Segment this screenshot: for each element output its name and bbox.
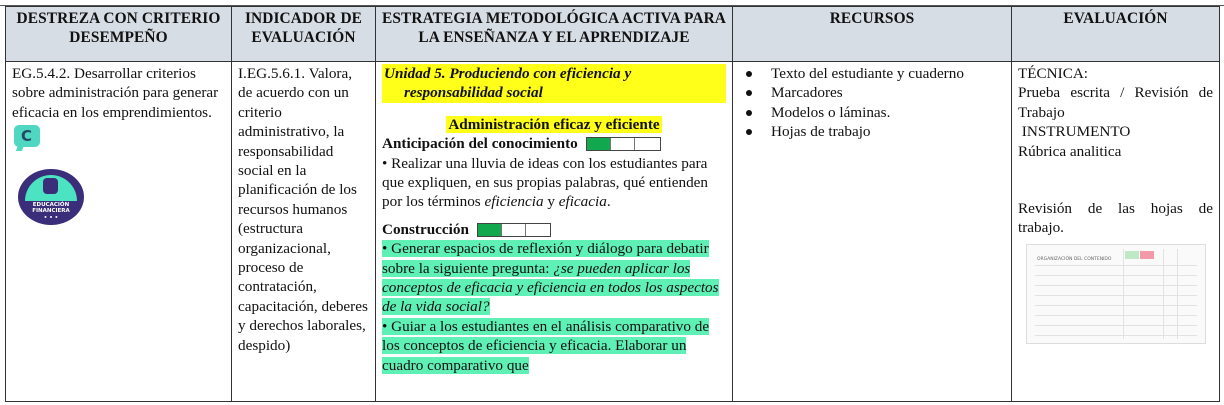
instrumento-value: Rúbrica analitica: [1018, 142, 1122, 160]
revision-text: Revisión de las hojas de trabajo.: [1018, 200, 1213, 237]
progress-meter-icon: [586, 137, 661, 151]
thumb-green-cell: [1125, 251, 1139, 259]
term-eficacia: eficacia: [558, 193, 607, 211]
lesson-plan-table: [5, 6, 1220, 402]
resource-item: [743, 64, 1005, 83]
unit-title-line-1: Unidad 5. Produciendo con eficiencia y: [384, 65, 632, 82]
period: .: [606, 193, 611, 211]
chat-c-icon: [14, 125, 40, 147]
resource-item: [743, 83, 1005, 102]
indicador-text: I.EG.5.6.1. Valora, de acuerdo con un criterio administrativo, la responsabilidad social en la planificación de los recursos humanos (estructura organizacional, proceso de contratación, capacitación, deberes y derechos laborales, despido): [238, 65, 368, 354]
cell-indicador: [232, 62, 376, 402]
header-recursos: RECURSOS: [733, 7, 1012, 62]
coins-icon: [43, 178, 58, 194]
cell-destreza: [6, 62, 232, 402]
financial-education-badge-icon: [18, 169, 84, 225]
phase-construccion: [382, 220, 726, 239]
bullet-icon: [746, 110, 752, 116]
c-glyph: C: [21, 127, 33, 146]
resource-label: Modelos o láminas.: [771, 103, 891, 121]
unit-title: [382, 64, 726, 103]
resource-item: [743, 122, 1005, 141]
tecnica-label: TÉCNICA:: [1018, 65, 1089, 82]
unit-title-line-2: responsabilidad social: [404, 84, 543, 102]
destreza-text: EG.5.4.2. Desarrollar criterios sobre administración para generar eficacia en los emprendimientos.: [12, 65, 219, 121]
thumbnail-heading: ORGANIZACIÓN DEL CONTENIDO: [1037, 256, 1112, 262]
anticipacion-paragraph: [382, 154, 726, 212]
resource-item: [743, 103, 1005, 122]
construccion-bullet-2: • Guiar a los estudiantes en el análisis comparativo de los conceptos de eficiencia y eficacia. Elaborar un cuadro comparativo que: [382, 317, 710, 374]
instrumento-label: INSTRUMENTO: [1018, 123, 1131, 141]
topic-subtitle: [382, 115, 726, 134]
tecnica-value: Prueba escrita / Revisión de Trabajo: [1018, 84, 1213, 121]
resource-label: Hojas de trabajo: [771, 123, 871, 141]
phase-anticipacion-title: Anticipación del conocimiento: [382, 135, 578, 153]
phase-anticipacion: [382, 134, 726, 153]
badge-line-2: FINANCIERA: [32, 208, 70, 215]
header-destreza: DESTREZA CON CRITERIO DESEMPEÑO: [6, 7, 232, 62]
cell-estrategia: [376, 62, 733, 402]
topic-subtitle-text: Administración eficaz y eficiente: [448, 115, 660, 133]
construccion-bullet-1: • Generar espacios de reflexión y diálogo para debatir sobre la siguiente pregunta:: [382, 240, 709, 277]
rubric-thumbnail-image: [1026, 244, 1206, 344]
progress-meter-icon: [477, 223, 551, 237]
construccion-question: ¿se pueden aplicar los conceptos de eficacia y eficiencia en todos los aspectos de la vida social?: [382, 259, 719, 316]
resources-list: [739, 64, 1005, 142]
cell-evaluacion: [1012, 62, 1220, 402]
resource-label: Texto del estudiante y cuaderno: [771, 65, 964, 82]
cell-recursos: [733, 62, 1012, 402]
bullet-icon: [746, 90, 752, 96]
phase-construccion-title: Construcción: [382, 220, 469, 238]
badge-line-1: EDUCACIÓN: [32, 202, 70, 209]
header-estrategia: ESTRATEGIA METODOLÓGICA ACTIVA PARA LA ENSEÑANZA Y EL APRENDIZAJE: [376, 7, 733, 62]
bullet-icon: [746, 71, 752, 77]
content-row: [6, 62, 1220, 402]
conj: y: [543, 193, 559, 211]
header-evaluacion: EVALUACIÓN: [1012, 7, 1220, 62]
bullet-icon: [746, 129, 752, 135]
anticipacion-text: • Realizar una lluvia de ideas con los estudiantes para que expliquen, en sus propias palabras, qué entienden por los términos: [382, 154, 709, 211]
thumb-red-cell: [1140, 251, 1154, 259]
construccion-paragraph: [382, 239, 726, 375]
header-row: [6, 7, 1220, 62]
header-indicador: INDICADOR DE EVALUACIÓN: [232, 7, 376, 62]
resource-label: Marcadores: [771, 84, 843, 102]
term-eficiencia: eficiencia: [484, 193, 544, 211]
badge-line-3: • • •: [43, 215, 59, 222]
